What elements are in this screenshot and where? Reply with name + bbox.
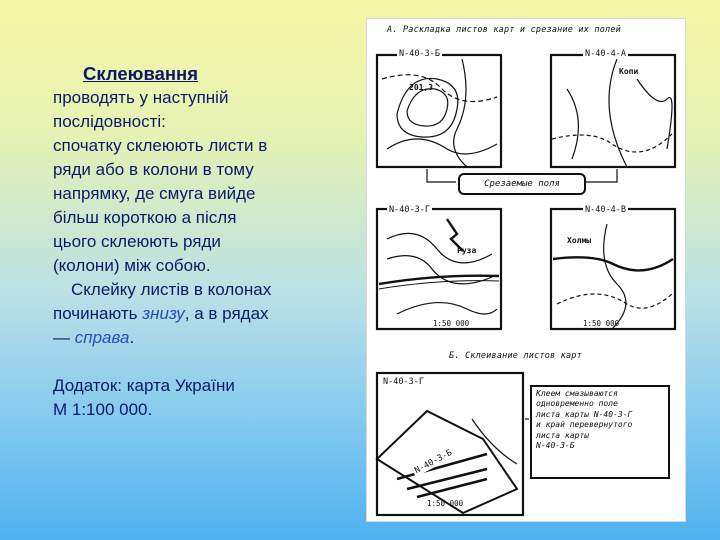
road-line <box>553 257 673 270</box>
appendix-line: М 1:100 000. <box>53 400 153 419</box>
emphasis-right: справа <box>74 328 130 347</box>
body-line: (колони) між собою. <box>53 256 211 275</box>
road-line <box>567 89 578 159</box>
sheet-label: N-40-3-Б <box>399 49 440 59</box>
contour-line <box>382 75 497 102</box>
map-gluing-figure <box>367 19 685 521</box>
note-line: и край перевернутого <box>536 420 633 430</box>
note-line: Клеем смазываются <box>536 389 618 398</box>
scale-label: 1:50 000 <box>427 499 464 508</box>
note-line: листа карты N-40-3-Г <box>536 409 633 419</box>
text-fragment: — <box>53 328 75 347</box>
sheet-label: N-40-3-Г <box>389 205 430 215</box>
body-line <box>53 326 353 350</box>
arrow-line <box>584 169 617 182</box>
sheet-frame <box>377 209 501 329</box>
sheet-label: N-40-4-А <box>585 49 626 59</box>
glue-note <box>530 385 670 479</box>
contour-line <box>387 139 497 154</box>
contour-line <box>407 89 448 126</box>
text-fragment: . <box>129 328 135 347</box>
caption-b: Б. Склеивание листов карт <box>449 351 582 361</box>
body-line: цього склеюють ряди <box>53 232 221 251</box>
place-name: Копи <box>619 67 639 76</box>
road-line <box>379 276 499 284</box>
emphasis-bottom: знизу <box>142 304 185 323</box>
contour-line <box>397 303 497 314</box>
body-line: послідовності: <box>53 112 166 131</box>
place-name: Холмы <box>567 236 592 245</box>
body-line: більш короткою а після <box>53 208 237 227</box>
text-panel <box>53 62 353 422</box>
contour-line <box>604 224 626 329</box>
body-line <box>53 302 353 326</box>
body-line: спочатку склеюють листи в <box>53 136 268 155</box>
place-name: Руза <box>457 246 477 255</box>
body-line: Склейку листів в колонах <box>71 280 272 299</box>
text-fragment: , а в рядах <box>184 304 269 323</box>
sheet-label: N-40-3-Г <box>383 377 424 387</box>
elevation-label: 201,3 <box>409 83 434 92</box>
note-line: листа карты <box>536 430 589 440</box>
appendix-line: Додаток: карта України <box>53 376 235 395</box>
spacer <box>53 350 353 374</box>
slide-title: Склеювання <box>83 63 199 84</box>
contour-line <box>557 294 672 308</box>
caption-a: А. Раскладка листов карт и срезание их полей <box>387 25 621 35</box>
body-line: проводять у наступній <box>53 88 229 107</box>
folded-sheet <box>377 411 517 513</box>
scale-label: 1:50 000 <box>583 319 620 328</box>
contour-line <box>552 134 672 152</box>
sheet-frame <box>551 209 675 329</box>
body-line: напрямку, де смуга вийде <box>53 184 256 203</box>
note-line: одновременно поле <box>536 399 618 409</box>
sheet-label: N-40-3-Б <box>413 447 454 477</box>
body-line: ряди або в колони в тому <box>53 160 254 179</box>
cut-margins-label: Срезаемые поля <box>458 173 586 195</box>
text-fragment: починають <box>53 304 143 323</box>
note-line: N-40-3-Б <box>536 441 575 451</box>
arrow-line <box>427 169 456 182</box>
scale-label: 1:50 000 <box>433 319 470 328</box>
sheet-label: N-40-4-В <box>585 205 626 215</box>
